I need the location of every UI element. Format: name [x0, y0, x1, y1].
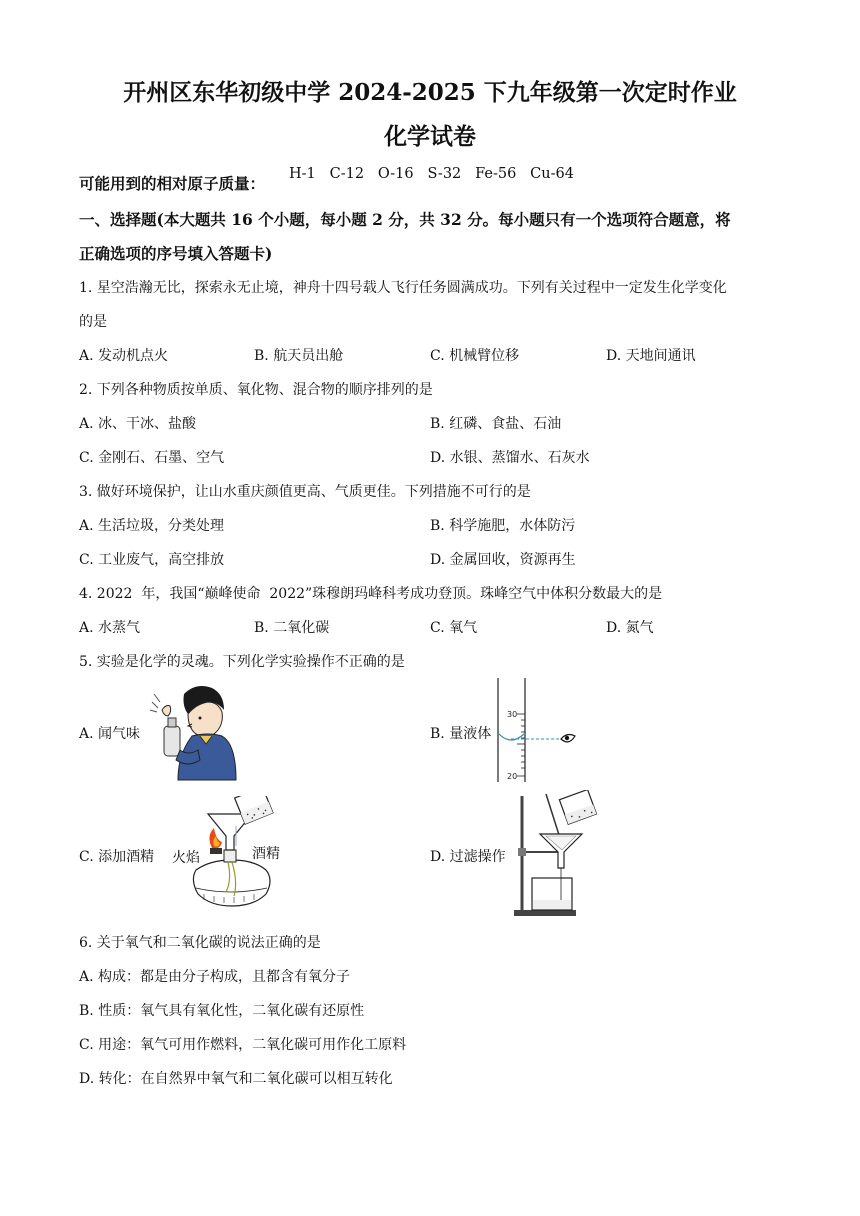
option-c[interactable]: C. 机械臂位移: [430, 348, 520, 364]
alcohol-lamp-figure: [170, 796, 290, 912]
option-c[interactable]: C. 金刚石、石墨、空气: [79, 450, 225, 466]
flame-label: 火焰: [172, 850, 200, 866]
option-d[interactable]: D. 金属回收，资源再生: [430, 552, 576, 568]
option-a[interactable]: A. 构成：都是由分子构成，且都含有氧分子: [79, 969, 351, 985]
scale-label-30: 30: [507, 710, 518, 719]
option-a[interactable]: A. 水蒸气: [79, 620, 141, 636]
measuring-cylinder-figure: [495, 676, 585, 786]
scale-label-20: 20: [507, 772, 518, 781]
option-d[interactable]: D. 氮气: [606, 620, 654, 636]
question-stem: 6. 关于氧气和二氧化碳的说法正确的是: [79, 935, 321, 951]
option-d[interactable]: D. 过滤操作: [430, 849, 506, 865]
question-stem: 4. 2022 年，我国“巅峰使命 2022”珠穆朗玛峰科考成功登顶。珠峰空气中体积分数最大的是: [79, 586, 663, 602]
option-b[interactable]: B. 科学施肥，水体防污: [430, 518, 576, 534]
option-c[interactable]: C. 氧气: [430, 620, 478, 636]
option-c[interactable]: C. 工业废气，高空排放: [79, 552, 225, 568]
option-d[interactable]: D. 水银、蒸馏水、石灰水: [430, 450, 590, 466]
option-b[interactable]: B. 性质：氧气具有氧化性，二氧化碳有还原性: [79, 1003, 365, 1019]
filtration-figure: [512, 790, 608, 918]
option-b[interactable]: B. 航天员出舱: [254, 348, 344, 364]
exam-subtitle: 化学试卷: [384, 123, 476, 150]
smelling-gas-figure: [144, 680, 240, 784]
atomic-mass-label: 可能用到的相对原子质量：: [79, 174, 266, 193]
option-b[interactable]: B. 二氧化碳: [254, 620, 330, 636]
question-stem: 2. 下列各种物质按单质、氧化物、混合物的顺序排列的是: [79, 382, 433, 398]
option-b[interactable]: B. 量液体: [430, 726, 492, 742]
question-stem: 1. 星空浩瀚无比，探索永无止境，神舟十四号载人飞行任务圆满成功。下列有关过程中一定发生化学变化: [79, 280, 727, 296]
alcohol-label: 酒精: [252, 846, 280, 862]
question-stem-cont: 的是: [79, 314, 107, 330]
option-d[interactable]: D. 转化：在自然界中氧气和二氧化碳可以相互转化: [79, 1071, 393, 1087]
question-stem: 5. 实验是化学的灵魂。下列化学实验操作不正确的是: [79, 654, 405, 670]
section-heading-line2: 正确选项的序号填入答题卡): [79, 244, 273, 263]
section-heading-line1: 一、选择题(本大题共 16 个小题，每小题 2 分，共 32 分。每小题只有一个选项符合题意，将: [79, 210, 731, 229]
option-a[interactable]: A. 冰、干冰、盐酸: [79, 416, 197, 432]
question-stem: 3. 做好环境保护，让山水重庆颜值更高、气质更佳。下列措施不可行的是: [79, 484, 531, 500]
option-c[interactable]: C. 用途：氧气可用作燃料，二氧化碳可用作化工原料: [79, 1037, 407, 1053]
option-a[interactable]: A. 发动机点火: [79, 348, 169, 364]
option-b[interactable]: B. 红磷、食盐、石油: [430, 416, 562, 432]
exam-title: 开州区东华初级中学 2024-2025 下九年级第一次定时作业: [123, 79, 737, 106]
option-a[interactable]: A. 生活垃圾，分类处理: [79, 518, 225, 534]
atomic-mass-values: H-1 C-12 O-16 S-32 Fe-56 Cu-64: [289, 166, 574, 182]
option-a[interactable]: A. 闻气味: [79, 726, 141, 742]
option-c[interactable]: C. 添加酒精: [79, 849, 155, 865]
option-d[interactable]: D. 天地间通讯: [606, 348, 696, 364]
